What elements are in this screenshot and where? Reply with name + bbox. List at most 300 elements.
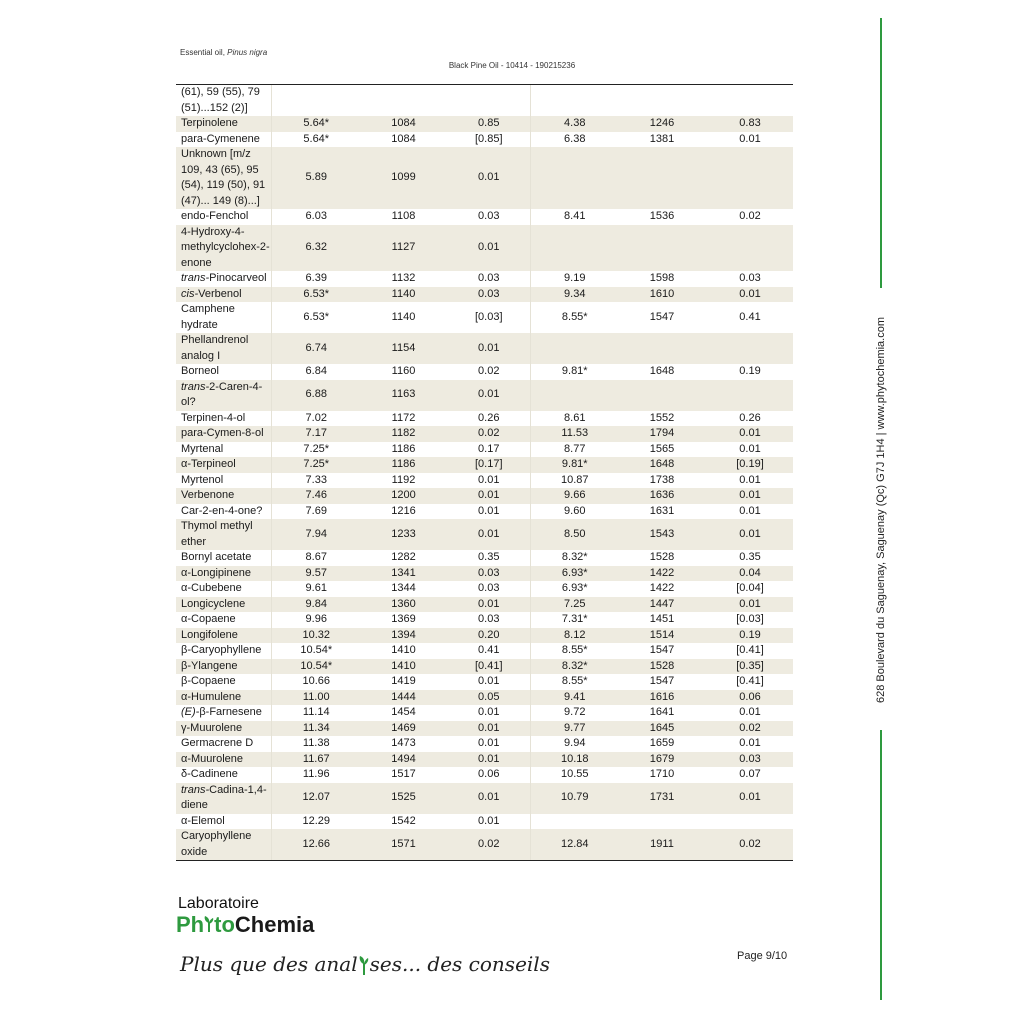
table-row bbox=[176, 721, 793, 737]
compound-name: Longifolene bbox=[176, 628, 271, 644]
cell-value: 1598 bbox=[649, 272, 675, 284]
cell-value: 11.38 bbox=[302, 737, 330, 749]
compound-name: Car-2-en-4-one? bbox=[176, 504, 271, 520]
cell-value: [0.41] bbox=[736, 644, 764, 656]
compound-name: β-Caryophyllene bbox=[176, 643, 271, 659]
cell-value: 0.01 bbox=[705, 287, 793, 303]
cell-value: 1233 bbox=[359, 519, 446, 550]
cell-value: 1536 bbox=[649, 210, 675, 222]
table-row bbox=[176, 674, 793, 690]
cell-value: 0.04 bbox=[705, 566, 793, 582]
cell-value bbox=[705, 333, 793, 364]
table-row bbox=[176, 628, 793, 644]
cell-value: 1636 bbox=[617, 488, 705, 504]
cell-value: 0.01 bbox=[446, 333, 530, 364]
table-row bbox=[176, 271, 793, 287]
table-row bbox=[176, 690, 793, 706]
compound-name: 4-Hydroxy-4-methylcyclohex-2-enone bbox=[176, 225, 271, 272]
table-row bbox=[176, 442, 793, 458]
compound-name: α-Cubebene bbox=[176, 581, 271, 597]
cell-value: 6.39 bbox=[305, 272, 327, 284]
cell-value: 0.01 bbox=[446, 504, 530, 520]
cell-value: 8.55* bbox=[561, 675, 588, 687]
compound-name: endo-Fenchol bbox=[176, 209, 271, 225]
cell-value: [0.35] bbox=[705, 659, 793, 675]
cell-value: 1192 bbox=[391, 473, 416, 486]
cell-value: 9.60 bbox=[564, 504, 586, 517]
compound-name: (E)-β-Farnesene bbox=[176, 705, 271, 721]
compound-name: α-Elemol bbox=[176, 814, 271, 830]
table-row bbox=[176, 132, 793, 148]
cell-value bbox=[359, 85, 446, 116]
cell-value: 0.26 bbox=[739, 411, 761, 424]
cell-value: 1911 bbox=[617, 829, 705, 860]
cell-value: 10.54* bbox=[271, 659, 359, 675]
cell-value: 8.77 bbox=[564, 442, 586, 455]
cell-value: 9.72 bbox=[564, 706, 586, 718]
compound-name: α-Copaene bbox=[176, 612, 271, 628]
leaf-icon bbox=[358, 955, 370, 973]
cell-value: [0.41] bbox=[736, 675, 764, 687]
cell-value: 9.81* bbox=[530, 457, 617, 473]
table-row bbox=[176, 550, 793, 566]
cell-value bbox=[530, 380, 617, 411]
cell-value: 6.93* bbox=[530, 566, 617, 582]
cell-value: 8.50 bbox=[530, 519, 617, 550]
cell-value: 0.05 bbox=[446, 690, 530, 706]
cell-value: 7.46 bbox=[271, 488, 359, 504]
cell-value: 0.26 bbox=[446, 411, 530, 427]
cell-value: 0.01 bbox=[705, 783, 793, 814]
cell-value: 1410 bbox=[391, 644, 416, 656]
cell-value: 9.77 bbox=[530, 721, 617, 737]
table-row bbox=[176, 829, 793, 860]
cell-value: 1186 bbox=[359, 457, 446, 473]
cell-value: 1571 bbox=[359, 829, 446, 860]
cell-value: 0.83 bbox=[705, 116, 793, 132]
cell-value: 1216 bbox=[391, 504, 416, 517]
cell-value: 1422 bbox=[649, 582, 675, 594]
cell-value: 6.88 bbox=[271, 380, 359, 411]
cell-value: 0.01 bbox=[446, 783, 530, 814]
table-row bbox=[176, 380, 793, 411]
cell-value bbox=[530, 147, 617, 209]
cell-value bbox=[530, 85, 617, 116]
cell-value: 4.38 bbox=[530, 116, 617, 132]
table-row bbox=[176, 488, 793, 504]
cell-value: 11.34 bbox=[271, 721, 359, 737]
cell-value: 0.01 bbox=[739, 442, 761, 455]
cell-value bbox=[530, 814, 617, 830]
cell-value: 8.41 bbox=[564, 210, 586, 222]
cell-value: 1369 bbox=[391, 613, 416, 625]
cell-value bbox=[271, 85, 359, 116]
cell-value: 7.33 bbox=[305, 473, 327, 486]
table-row bbox=[176, 302, 793, 333]
compound-name: Bornyl acetate bbox=[176, 550, 271, 566]
cell-value: 1679 bbox=[617, 752, 705, 768]
table-row bbox=[176, 752, 793, 768]
cell-value: 1528 bbox=[617, 659, 705, 675]
cell-value: 9.57 bbox=[271, 566, 359, 582]
cell-value: 7.31* bbox=[561, 613, 588, 625]
side-rule-top bbox=[880, 18, 882, 288]
table-row bbox=[176, 705, 793, 721]
cell-value: 5.64* bbox=[303, 132, 330, 145]
compound-name: Terpinolene bbox=[176, 116, 271, 132]
cell-value: 1341 bbox=[359, 566, 446, 582]
cell-value: 0.19 bbox=[739, 365, 761, 377]
table-row bbox=[176, 85, 793, 116]
cell-value: 1140 bbox=[359, 287, 446, 303]
cell-value: 1451 bbox=[649, 613, 675, 625]
cell-value: 12.07 bbox=[271, 783, 359, 814]
cell-value: 0.01 bbox=[739, 504, 761, 517]
cell-value: 11.00 bbox=[271, 690, 359, 706]
compound-name: Longicyclene bbox=[176, 597, 271, 613]
slogan: Plus que des anal ses... des conseils bbox=[180, 952, 550, 976]
cell-value: 0.02 bbox=[705, 721, 793, 737]
cell-value: 0.01 bbox=[446, 225, 530, 272]
compound-name: Thymol methyl ether bbox=[176, 519, 271, 550]
compound-name: β-Ylangene bbox=[176, 659, 271, 675]
cell-value bbox=[617, 147, 705, 209]
table-row bbox=[176, 504, 793, 520]
cell-value: 0.03 bbox=[446, 287, 530, 303]
compound-name: α-Longipinene bbox=[176, 566, 271, 582]
cell-value: 0.06 bbox=[446, 767, 530, 783]
cell-value: 1163 bbox=[359, 380, 446, 411]
cell-value: 1108 bbox=[391, 210, 416, 222]
cell-value: 1616 bbox=[617, 690, 705, 706]
compound-name: α-Muurolene bbox=[176, 752, 271, 768]
cell-value: 0.01 bbox=[446, 736, 530, 752]
cell-value: 7.02 bbox=[305, 411, 327, 424]
cell-value: 1547 bbox=[649, 675, 675, 687]
cell-value: 10.66 bbox=[302, 675, 331, 687]
compound-table bbox=[176, 84, 793, 861]
compound-name: (61), 59 (55), 79 (51)...152 (2)] bbox=[176, 85, 271, 116]
cell-value: 1631 bbox=[649, 504, 675, 517]
cell-value: 1610 bbox=[617, 287, 705, 303]
cell-value: 0.03 bbox=[446, 566, 530, 582]
compound-name: δ-Cadinene bbox=[176, 767, 271, 783]
cell-value: 0.01 bbox=[446, 488, 530, 504]
cell-value: 11.96 bbox=[302, 768, 330, 780]
cell-value: 8.55* bbox=[561, 310, 588, 323]
table-row bbox=[176, 411, 793, 427]
compound-name: Terpinen-4-ol bbox=[176, 411, 271, 427]
cell-value: 9.41 bbox=[530, 690, 617, 706]
cell-value: 8.32* bbox=[561, 551, 588, 563]
compound-name: Phellandrenol analog I bbox=[176, 333, 271, 364]
cell-value: 10.87 bbox=[560, 473, 589, 486]
cell-value: 1648 bbox=[617, 457, 705, 473]
cell-value: 0.01 bbox=[705, 519, 793, 550]
cell-value: 0.02 bbox=[446, 829, 530, 860]
cell-value: 7.94 bbox=[271, 519, 359, 550]
cell-value: 0.02 bbox=[446, 364, 530, 380]
page-number: Page 9/10 bbox=[737, 950, 788, 962]
cell-value: 6.03 bbox=[305, 210, 327, 222]
cell-value: 0.35 bbox=[739, 551, 761, 563]
cell-value bbox=[617, 333, 705, 364]
table-row bbox=[176, 566, 793, 582]
cell-value: 9.19 bbox=[564, 272, 586, 284]
cell-value: 9.66 bbox=[530, 488, 617, 504]
cell-value: 1710 bbox=[649, 768, 675, 780]
cell-value: 5.89 bbox=[271, 147, 359, 209]
cell-value: 7.25* bbox=[303, 442, 330, 455]
cell-value: 0.01 bbox=[739, 132, 761, 145]
cell-value: 0.01 bbox=[446, 473, 530, 489]
cell-value: 1494 bbox=[359, 752, 446, 768]
cell-value: 0.01 bbox=[446, 752, 530, 768]
cell-value: 1542 bbox=[391, 814, 416, 827]
cell-value: 6.84 bbox=[305, 365, 327, 377]
cell-value: 11.14 bbox=[302, 706, 330, 718]
cell-value: 6.32 bbox=[271, 225, 359, 272]
cell-value: 10.54* bbox=[300, 644, 333, 656]
cell-value: 0.17 bbox=[446, 442, 530, 458]
cell-value: 0.03 bbox=[446, 209, 530, 225]
cell-value: 0.01 bbox=[446, 721, 530, 737]
compound-name: α-Terpineol bbox=[176, 457, 271, 473]
cell-value: 5.64* bbox=[271, 116, 359, 132]
compound-name: cis-Verbenol bbox=[176, 287, 271, 303]
cell-value: 0.85 bbox=[446, 116, 530, 132]
cell-value: 9.94 bbox=[564, 737, 586, 749]
cell-value: 0.01 bbox=[739, 737, 761, 749]
cell-value: 7.69 bbox=[305, 504, 327, 517]
table-row bbox=[176, 364, 793, 380]
cell-value: 0.03 bbox=[446, 581, 530, 597]
cell-value: 9.84 bbox=[271, 597, 359, 613]
cell-value: 1473 bbox=[391, 737, 416, 749]
cell-value: 1565 bbox=[649, 442, 675, 455]
cell-value: 1447 bbox=[617, 597, 705, 613]
cell-value: 1140 bbox=[391, 310, 416, 323]
cell-value bbox=[705, 147, 793, 209]
cell-value: 0.01 bbox=[739, 706, 761, 718]
cell-value bbox=[530, 225, 617, 272]
cell-value: 0.35 bbox=[446, 550, 530, 566]
side-rule-bottom bbox=[880, 730, 882, 1000]
logo-laboratoire: Laboratoire bbox=[178, 895, 259, 912]
compound-name: para-Cymen-8-ol bbox=[176, 426, 271, 442]
cell-value: 1525 bbox=[359, 783, 446, 814]
cell-value: 10.32 bbox=[271, 628, 359, 644]
compound-name: Unknown [m/z 109, 43 (65), 95 (54), 119 (50), 91 (47)... 149 (8)...] bbox=[176, 147, 271, 209]
cell-value: 6.74 bbox=[271, 333, 359, 364]
cell-value: 0.19 bbox=[705, 628, 793, 644]
cell-value: 11.53 bbox=[530, 426, 617, 442]
table-row bbox=[176, 147, 793, 209]
compound-name: trans-2-Caren-4-ol? bbox=[176, 380, 271, 411]
compound-name: Myrtenal bbox=[176, 442, 271, 458]
cell-value: 1160 bbox=[391, 365, 416, 377]
table-row bbox=[176, 814, 793, 830]
cell-value: 1731 bbox=[617, 783, 705, 814]
cell-value: 0.01 bbox=[446, 519, 530, 550]
cell-value: 12.29 bbox=[302, 814, 331, 827]
compound-name: Caryophyllene oxide bbox=[176, 829, 271, 860]
cell-value: [0.04] bbox=[736, 582, 764, 594]
cell-value bbox=[705, 814, 793, 830]
compound-name: Borneol bbox=[176, 364, 271, 380]
compound-table-body bbox=[176, 85, 793, 860]
cell-value: 0.01 bbox=[705, 488, 793, 504]
cell-value bbox=[705, 85, 793, 116]
cell-value: 0.01 bbox=[446, 705, 530, 721]
cell-value: 1543 bbox=[617, 519, 705, 550]
cell-value: 1182 bbox=[359, 426, 446, 442]
cell-value: 7.17 bbox=[271, 426, 359, 442]
cell-value: [0.03] bbox=[736, 613, 764, 625]
cell-value: 8.67 bbox=[305, 551, 327, 563]
cell-value: 6.53* bbox=[303, 310, 330, 323]
cell-value bbox=[617, 814, 705, 830]
cell-value: 0.06 bbox=[705, 690, 793, 706]
cell-value: 0.01 bbox=[739, 473, 761, 486]
table-row bbox=[176, 597, 793, 613]
cell-value: 1132 bbox=[391, 272, 416, 284]
compound-name: Myrtenol bbox=[176, 473, 271, 489]
cell-value: 1394 bbox=[359, 628, 446, 644]
cell-value: 1360 bbox=[359, 597, 446, 613]
cell-value: 1738 bbox=[649, 473, 675, 486]
cell-value: 1127 bbox=[359, 225, 446, 272]
cell-value: 10.55 bbox=[560, 768, 589, 780]
cell-value: 8.32* bbox=[530, 659, 617, 675]
compound-name: trans-Pinocarveol bbox=[176, 271, 271, 287]
cell-value: 0.41 bbox=[446, 643, 530, 659]
cell-value: 10.79 bbox=[530, 783, 617, 814]
cell-value bbox=[530, 333, 617, 364]
compound-name: Camphene hydrate bbox=[176, 302, 271, 333]
cell-value: 1794 bbox=[617, 426, 705, 442]
cell-value bbox=[617, 85, 705, 116]
address-contact: 628 Boulevard du Saguenay, Saguenay (Qc) G7J 1H4 | www.phytochemia.com bbox=[875, 316, 887, 704]
cell-value: 9.61 bbox=[305, 582, 327, 594]
cell-value: 12.84 bbox=[530, 829, 617, 860]
cell-value: 0.02 bbox=[739, 210, 761, 222]
cell-value: 1154 bbox=[359, 333, 446, 364]
header-reference: Black Pine Oil - 10414 - 190215236 bbox=[448, 61, 576, 70]
cell-value: 0.03 bbox=[446, 271, 530, 287]
cell-value: [0.17] bbox=[446, 457, 530, 473]
table-row bbox=[176, 736, 793, 752]
cell-value: 1648 bbox=[649, 365, 675, 377]
cell-value: 1381 bbox=[649, 132, 675, 145]
cell-value: 1469 bbox=[359, 721, 446, 737]
cell-value: 9.34 bbox=[530, 287, 617, 303]
cell-value: 0.01 bbox=[446, 380, 530, 411]
cell-value: 1547 bbox=[649, 644, 675, 656]
compound-name: trans-Cadina-1,4-diene bbox=[176, 783, 271, 814]
cell-value: 1246 bbox=[617, 116, 705, 132]
cell-value bbox=[705, 225, 793, 272]
cell-value: 0.01 bbox=[446, 814, 530, 830]
cell-value: 1422 bbox=[617, 566, 705, 582]
compound-name: para-Cymenene bbox=[176, 132, 271, 148]
cell-value: 0.03 bbox=[446, 612, 530, 628]
leaf-icon bbox=[204, 912, 214, 926]
cell-value: [0.03] bbox=[446, 302, 530, 333]
compound-name: Germacrene D bbox=[176, 736, 271, 752]
cell-value: 1444 bbox=[359, 690, 446, 706]
table-row bbox=[176, 116, 793, 132]
table-row bbox=[176, 783, 793, 814]
cell-value: 8.55* bbox=[561, 644, 588, 656]
cell-value: 0.01 bbox=[446, 597, 530, 613]
table-row bbox=[176, 659, 793, 675]
cell-value: 1084 bbox=[391, 132, 416, 145]
cell-value: 6.53* bbox=[271, 287, 359, 303]
cell-value: 0.03 bbox=[739, 272, 761, 284]
table-row bbox=[176, 457, 793, 473]
logo-phytochemia: Ph toChemia bbox=[176, 912, 315, 937]
cell-value: 1282 bbox=[391, 551, 416, 563]
cell-value: 6.93* bbox=[561, 582, 588, 594]
cell-value: 1410 bbox=[359, 659, 446, 675]
cell-value: 0.01 bbox=[705, 426, 793, 442]
cell-value: 1517 bbox=[391, 768, 416, 780]
cell-value: 0.02 bbox=[705, 829, 793, 860]
header-product: Essential oil, Pinus nigra bbox=[180, 48, 268, 57]
compound-name: β-Copaene bbox=[176, 674, 271, 690]
cell-value: 11.67 bbox=[271, 752, 359, 768]
cell-value: 1344 bbox=[391, 582, 416, 594]
cell-value: 0.01 bbox=[446, 674, 530, 690]
cell-value: 0.07 bbox=[739, 768, 761, 780]
cell-value: 7.25* bbox=[271, 457, 359, 473]
cell-value bbox=[705, 380, 793, 411]
cell-value: [0.19] bbox=[705, 457, 793, 473]
table-row bbox=[176, 473, 793, 489]
cell-value: 0.41 bbox=[739, 310, 761, 323]
cell-value: 9.96 bbox=[305, 613, 327, 625]
cell-value: 1454 bbox=[391, 706, 416, 718]
cell-value: 0.01 bbox=[446, 147, 530, 209]
table-row bbox=[176, 767, 793, 783]
cell-value: 1186 bbox=[391, 442, 416, 455]
compound-name: α-Humulene bbox=[176, 690, 271, 706]
cell-value: 6.38 bbox=[564, 132, 586, 145]
cell-value: 7.25 bbox=[530, 597, 617, 613]
cell-value: [0.41] bbox=[446, 659, 530, 675]
cell-value: 8.12 bbox=[530, 628, 617, 644]
cell-value: 0.20 bbox=[446, 628, 530, 644]
table-row bbox=[176, 581, 793, 597]
cell-value: 9.81* bbox=[561, 365, 588, 377]
cell-value: 1419 bbox=[391, 675, 416, 687]
table-row bbox=[176, 519, 793, 550]
table-row bbox=[176, 643, 793, 659]
table-row bbox=[176, 426, 793, 442]
cell-value: 1645 bbox=[617, 721, 705, 737]
cell-value bbox=[617, 380, 705, 411]
table-row bbox=[176, 225, 793, 272]
table-row bbox=[176, 209, 793, 225]
compound-name: Verbenone bbox=[176, 488, 271, 504]
cell-value bbox=[446, 85, 530, 116]
compound-name: γ-Muurolene bbox=[176, 721, 271, 737]
cell-value: 1659 bbox=[649, 737, 675, 749]
cell-value: 1200 bbox=[359, 488, 446, 504]
cell-value: 10.18 bbox=[530, 752, 617, 768]
cell-value: 1099 bbox=[359, 147, 446, 209]
